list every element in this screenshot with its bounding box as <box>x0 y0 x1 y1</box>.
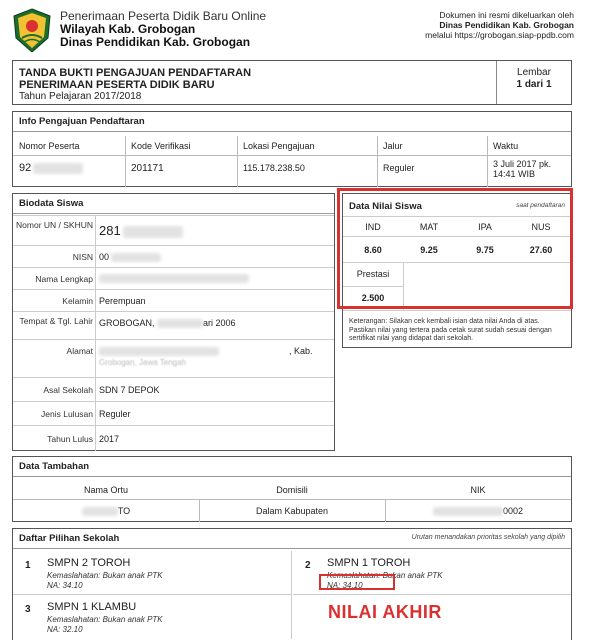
biodata-value-jenis-lulusan: Reguler <box>99 409 131 419</box>
biodata-value-alamat: , Kab. Grobogan, Jawa Tengah <box>99 346 313 367</box>
pilihan-item-3 <box>13 595 292 639</box>
info-divider <box>125 136 126 187</box>
tambahan-header-ortu: Nama Ortu <box>83 485 128 495</box>
grobogan-emblem-icon <box>12 8 52 52</box>
info-divider <box>237 136 238 187</box>
header-line1: Penerimaan Peserta Didik Baru Online <box>60 9 267 23</box>
info-header-jalur: Jalur <box>383 141 403 151</box>
nilai-score-ipa: 9.75 <box>476 245 494 255</box>
nilai-prestasi-label: Prestasi <box>356 269 390 279</box>
info-header-kode: Kode Verifikasi <box>131 141 191 151</box>
biodata-label: Tempat & Tgl. Lahir <box>19 316 93 326</box>
tambahan-ortu: TO <box>13 506 199 516</box>
biodata-row <box>13 377 334 401</box>
tambahan-header-nik: NIK <box>470 485 486 495</box>
biodata-value-asal-sekolah: SDN 7 DEPOK <box>99 385 160 395</box>
biodata-value-tahun-lulus: 2017 <box>99 434 120 444</box>
biodata-label: Jenis Lulusan <box>41 409 93 419</box>
biodata-section <box>12 193 335 451</box>
info-waktu <box>493 159 551 179</box>
biodata-value-un: 281 <box>99 223 183 238</box>
biodata-label: Nama Lengkap <box>35 274 93 284</box>
header-titles <box>60 10 266 49</box>
biodata-row <box>13 267 334 289</box>
pilihan-item-1 <box>13 551 292 595</box>
biodata-label: Nomor UN / SKHUN <box>16 220 93 230</box>
title-box <box>12 60 572 105</box>
document-title <box>19 67 251 91</box>
info-waktu-date: 3 Juli 2017 pk. <box>493 159 552 169</box>
document-header <box>0 0 600 58</box>
pilihan-school-name: SMPN 1 TOROH <box>327 557 411 569</box>
biodata-label: Kelamin <box>62 296 93 306</box>
header-right2: Dinas Pendidikan Kab. Grobogan <box>439 20 574 30</box>
lembar-value: 1 dari 1 <box>516 79 552 90</box>
pilihan-number: 1 <box>25 560 31 571</box>
nilai-score-nus: 27.60 <box>529 245 553 255</box>
data-tambahan-section <box>12 456 572 522</box>
header-right1: Dokumen ini resmi dikeluarkan oleh <box>439 10 574 20</box>
title-line2: PENERIMAAN PESERTA DIDIK BARU <box>19 79 215 91</box>
info-waktu-time: 14:41 WIB <box>493 169 536 179</box>
pilihan-number: 3 <box>25 604 31 615</box>
header-line3: Dinas Pendidikan Kab. Grobogan <box>60 35 251 49</box>
nilai-subject-nus: NUS <box>531 222 551 232</box>
tambahan-header-domisili: Domisili <box>276 485 308 495</box>
info-lokasi: 115.178.238.50 <box>243 163 305 173</box>
pilihan-details: Kemaslahatan: Bukan anak PTK NA: 32.10 <box>47 615 163 634</box>
tambahan-title: Data Tambahan <box>13 457 571 477</box>
daftar-pilihan-section <box>12 528 572 640</box>
info-divider <box>487 136 488 187</box>
tambahan-header-row <box>13 480 571 500</box>
biodata-row <box>13 401 334 425</box>
biodata-value-ttl: GROBOGAN, ari 2006 <box>99 318 236 328</box>
biodata-label: NISN <box>72 252 93 262</box>
nilai-highlight-frame <box>337 188 573 309</box>
info-title: Info Pengajuan Pendaftaran <box>13 112 571 132</box>
title-year: Tahun Pelajaran 2017/2018 <box>19 91 142 102</box>
pilihan-school-name: SMPN 2 TOROH <box>47 557 131 569</box>
biodata-row <box>13 425 334 451</box>
nilai-subject-ipa: IPA <box>478 222 492 232</box>
nilai-score-mat: 9.25 <box>420 245 438 255</box>
biodata-value-kelamin: Perempuan <box>99 296 146 306</box>
nilai-divider <box>343 310 571 311</box>
pilihan-details: Kemaslahatan: Bukan anak PTK NA: 34.10 <box>327 571 443 590</box>
pilihan-number: 2 <box>305 560 311 571</box>
info-nomor-peserta: 92 <box>19 162 83 174</box>
nilai-prestasi-value: 2.500 <box>361 293 385 303</box>
title-line1: TANDA BUKTI PENGAJUAN PENDAFTARAN <box>19 67 252 79</box>
biodata-label: Alamat <box>66 346 93 356</box>
tambahan-nik: 0002 <box>385 506 571 516</box>
lembar-box <box>496 61 571 104</box>
info-header-lokasi: Lokasi Pengajuan <box>243 141 315 151</box>
biodata-row <box>13 289 334 311</box>
info-header-waktu: Waktu <box>493 141 519 151</box>
header-line2: Wilayah Kab. Grobogan <box>60 22 196 36</box>
biodata-row <box>13 215 334 245</box>
header-right3: melalui https://grobogan.siap-ppdb.com <box>425 30 574 40</box>
header-issuer <box>425 10 574 40</box>
nilai-keterangan: Keterangan: Silakan cek kembali isian data nilai Anda di atas. Pastikan nilai yang tertera pada cetak surat sudah sesuai dengan sertifikat nilai yang didapat dari sekolah. <box>349 318 552 342</box>
nilai-note: saat pendaftaran <box>516 202 565 209</box>
biodata-row <box>13 311 334 339</box>
info-kode-verifikasi: 201171 <box>131 163 164 174</box>
nilai-akhir-annotation: NILAI AKHIR <box>328 602 442 622</box>
pilihan-title: Daftar Pilihan Sekolah <box>13 529 571 549</box>
info-header-nomor: Nomor Peserta <box>19 141 80 151</box>
biodata-label: Asal Sekolah <box>43 385 93 395</box>
biodata-title: Biodata Siswa <box>13 194 334 214</box>
biodata-row <box>13 339 334 377</box>
biodata-value-nisn: 00 <box>99 252 161 262</box>
pilihan-details: Kemaslahatan: Bukan anak PTK NA: 34.10 <box>47 571 163 590</box>
info-divider <box>377 136 378 187</box>
nilai-subject-ind: IND <box>365 222 381 232</box>
biodata-value-nama <box>99 274 249 285</box>
nilai-subject-mat: MAT <box>419 222 439 232</box>
pilihan-note: Urutan menandakan prioritas sekolah yang dipilih <box>411 534 565 541</box>
na-highlight-frame <box>319 574 395 590</box>
biodata-label: Tahun Lulus <box>47 434 93 444</box>
info-pengajuan-section <box>12 111 572 187</box>
info-jalur: Reguler <box>383 163 415 173</box>
nilai-score-ind: 8.60 <box>364 245 382 255</box>
pilihan-school-name: SMPN 1 KLAMBU <box>47 601 137 613</box>
lembar-label: Lembar <box>517 67 551 78</box>
biodata-row <box>13 245 334 267</box>
nilai-title: Data Nilai Siswa <box>349 201 422 212</box>
tambahan-domisili: Dalam Kabupaten <box>255 506 329 516</box>
